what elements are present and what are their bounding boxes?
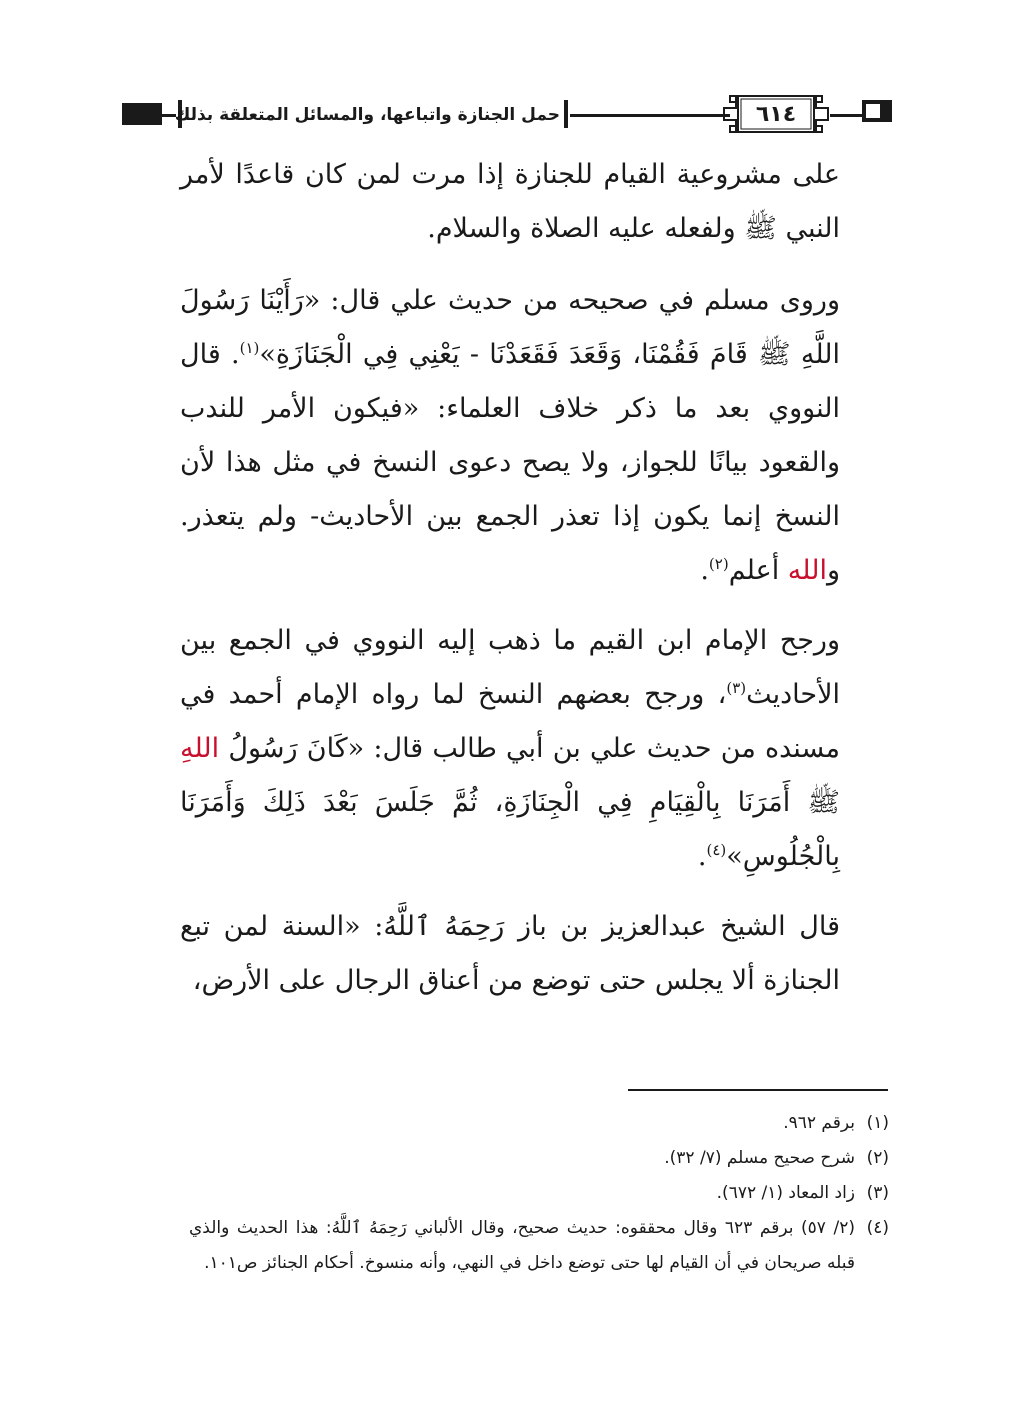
footnote-item xyxy=(189,1211,889,1281)
footnote-number: (١) xyxy=(866,1113,889,1133)
header-end-cap xyxy=(884,100,892,122)
divine-name: اللهِ xyxy=(180,733,220,764)
footnote-ref-4[interactable]: (٤) xyxy=(706,841,727,859)
footnote-item xyxy=(189,1176,889,1211)
footnotes xyxy=(189,1106,889,1281)
paragraph-text: أعلم xyxy=(728,555,788,586)
footnote-number: (٢) xyxy=(866,1148,889,1168)
footnote-item xyxy=(189,1106,889,1141)
paragraph-3 xyxy=(180,614,840,884)
header-ornament-block xyxy=(122,103,162,125)
main-text xyxy=(180,148,840,1024)
footnote-ref-1[interactable]: (١) xyxy=(239,339,260,357)
footnote-ref-2[interactable]: (٢) xyxy=(708,555,729,573)
page-header xyxy=(122,88,892,142)
paragraph-text: ﷺ أَمَرَنَا بِالْقِيَامِ فِي الْجِنَازَةِ، ثُمَّ جَلَسَ بَعْدَ ذَلِكَ وَأَمَرَنَا بِالْجُلُوسِ» xyxy=(180,787,840,872)
paragraph-text: ورجح الإمام ابن القيم ما ذهب إليه النووي في الجمع بين الأحاديث xyxy=(180,625,840,710)
header-rule xyxy=(830,114,862,117)
footnote-number: (٤) xyxy=(866,1218,889,1238)
paragraph-2 xyxy=(180,274,840,598)
paragraph-text: ، ورجح بعضهم النسخ لما رواه الإمام أحمد في مسنده من حديث علي بن أبي طالب قال: «كَانَ رَسُولُ xyxy=(180,679,840,764)
paragraph-text: . xyxy=(697,841,707,872)
footnote-text: شرح صحيح مسلم (٧/ ٣٢). xyxy=(664,1148,855,1168)
paragraph-4 xyxy=(180,900,840,1008)
footnote-ref-3[interactable]: (٣) xyxy=(726,679,747,697)
paragraph-text: وروى مسلم في صحيحه من حديث علي قال: «رَأَيْنَا رَسُولَ اللَّهِ ﷺ قَامَ فَقُمْنَا، وَقَعَدَ فَقَعَدْنَا - يَعْنِي فِي الْجَنَازَةِ» xyxy=(180,285,840,370)
footnote-text: زاد المعاد (١/ ٦٧٢). xyxy=(716,1183,855,1203)
paragraph-text: . قال النووي بعد ما ذكر خلاف العلماء: «فيكون الأمر للندب والقعود بيانًا للجواز، ولا يصح دعوى النسخ في مثل هذا لأن النسخ إنما يكون إذا تعذر الجمع بين الأحاديث- ولم يتعذر. و xyxy=(180,339,840,586)
header-square-ornament xyxy=(862,100,884,122)
header-rule xyxy=(162,114,176,117)
header-rule-tick xyxy=(564,100,568,128)
running-title: حمل الجنازة واتباعها، والمسائل المتعلقة بذلك xyxy=(174,105,560,125)
paragraph-text: على مشروعية القيام للجنازة إذا مرت لمن كان قاعدًا لأمر النبي ﷺ ولفعله عليه الصلاة والسلام. xyxy=(180,159,840,244)
footnote-item xyxy=(189,1141,889,1176)
paragraph-1 xyxy=(180,148,840,256)
page-number: ٦١٤ xyxy=(755,102,797,127)
divine-name: الله xyxy=(787,555,827,586)
footnote-text: (٢/ ٥٧) برقم ٦٢٣ وقال محققوه: حديث صحيح، وقال الألباني رَحِمَهُ ٱللَّهُ: هذا الحديث والذي قبله صريحان في أن القيام لها حتى توضع داخل في النهي، وأنه منسوخ. أحكام الجنائز ص١٠١. xyxy=(189,1218,855,1273)
paragraph-text: قال الشيخ عبدالعزيز بن باز رَحِمَهُ ٱللَّهُ: «السنة لمن تبع الجنازة ألا يجلس حتى توضع من أعناق الرجال على الأرض، xyxy=(180,911,840,996)
footnote-text: برقم ٩٦٢. xyxy=(783,1113,855,1133)
header-rule xyxy=(570,114,730,117)
paragraph-text: . xyxy=(700,555,709,586)
footnote-number: (٣) xyxy=(866,1183,889,1203)
footnote-separator xyxy=(628,1089,888,1091)
page-number-frame xyxy=(722,92,830,136)
